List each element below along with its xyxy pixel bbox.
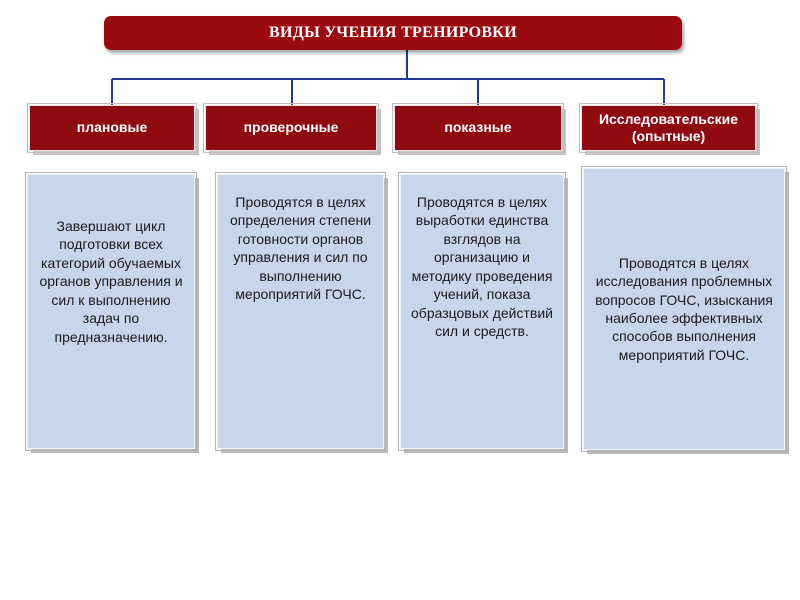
description-text: Завершают цикл подготовки всех категорий обучаемых органов управления и сил к выполнению задач по предназначению. xyxy=(39,218,183,345)
description-verification xyxy=(217,174,384,449)
category-label: проверочные xyxy=(243,119,339,136)
category-label: плановые xyxy=(76,119,148,136)
description-planned xyxy=(27,174,195,449)
category-research xyxy=(581,105,756,151)
description-demonstration xyxy=(400,174,564,449)
description-text: Проводятся в целях определения степени готовности органов управления и сил по выполнению мероприятий ГОЧС. xyxy=(229,194,372,303)
diagram-title: ВИДЫ УЧЕНИЯ ТРЕНИРОВКИ xyxy=(104,16,682,50)
description-text: Проводятся в целях исследования проблемных вопросов ГОЧС, изыскания наиболее эффективных способов выполнения мероприятий ГОЧС. xyxy=(595,254,773,363)
category-verification xyxy=(205,105,377,151)
description-research xyxy=(583,168,785,450)
category-label: Исследовательские (опытные) xyxy=(598,110,739,144)
category-planned xyxy=(29,105,195,151)
category-label: показные xyxy=(444,119,512,136)
category-demonstration xyxy=(394,105,562,151)
description-text: Проводятся в целях выработки единства взглядов на организацию и методику проведения учений, показа образцовых действий сил и средств. xyxy=(411,194,553,340)
